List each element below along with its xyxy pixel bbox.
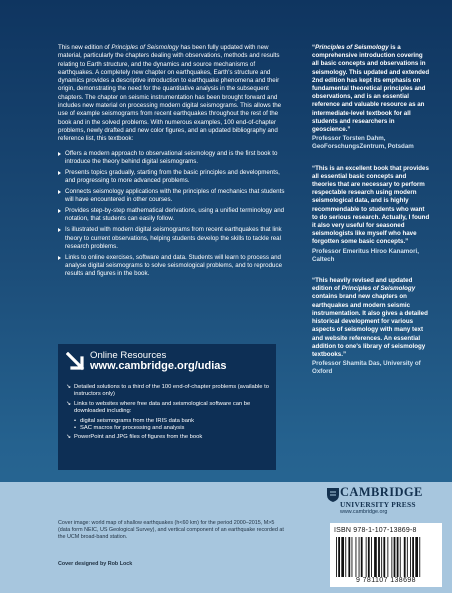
description-column bbox=[58, 44, 286, 281]
barcode-bar bbox=[348, 537, 350, 577]
barcode-bar bbox=[368, 537, 370, 577]
barcode-bar bbox=[394, 537, 396, 577]
feature-item: Connects seismology applications with the principles of mechanics that students will have encountered in other courses. bbox=[58, 188, 286, 205]
endorsement-author: Professor Shamita Das, University of Oxford bbox=[312, 360, 421, 376]
barcode-bar bbox=[356, 537, 357, 577]
barcode-bar bbox=[359, 537, 360, 577]
barcode-bar bbox=[383, 537, 385, 577]
isbn-barcode-box bbox=[330, 523, 442, 587]
barcode-bar bbox=[374, 537, 377, 577]
barcode-bar bbox=[345, 537, 346, 577]
shield-crest-icon bbox=[326, 487, 340, 503]
endorsement-quote: “This heavily revised and updated edition of Principles of Seismology contains brand new chapters on earthquakes and modern seismic instrumentation. It also gives a detailed historical development for various aspects of seismology with many text and website references. An essential addition to one's library of seismology textbooks.” Professor Shamita Das, University of Oxford bbox=[312, 277, 430, 376]
feature-item: Is illustrated with modern digital seismograms from recent earthquakes that link theory to current observations, helping students develop the skills to tackle real research problems. bbox=[58, 226, 286, 251]
barcode-bar bbox=[407, 537, 408, 577]
arrow-icon bbox=[66, 352, 86, 372]
barcode-bar bbox=[371, 537, 372, 577]
barcode-bar bbox=[341, 537, 344, 577]
feature-item: Offers a modern approach to observational seismology and is the first book to introduce the theory behind digital seismograms. bbox=[58, 150, 286, 167]
resource-subitem: • SAC macros for processing and analysis bbox=[74, 425, 272, 432]
resource-item: ↘ Detailed solutions to a third of the 100 end-of-chapter problems (available to instructors only) bbox=[66, 384, 269, 398]
resource-item: ↘ PowerPoint and JPG files of figures from the book bbox=[66, 434, 203, 441]
barcode-bar bbox=[404, 537, 406, 577]
endorsement-quote: “This is an excellent book that provides all essential basic concepts and theories that are necessary to perform respectable research using modern seismological data, and is highly recommendable to students who want to do serious research. Actually, I found it also very useful for seasoned seismologists like myself who have forgotten some basic concepts.” Professor Emeritus Hiroo Kanamori, Caltech bbox=[312, 164, 430, 263]
barcode-bar bbox=[366, 537, 367, 577]
barcode-bar bbox=[336, 537, 337, 577]
barcode-bar bbox=[397, 537, 399, 577]
barcode-bar bbox=[338, 537, 340, 577]
feature-item: Presents topics gradually, starting from the basic principles and developments, and progressing to more advanced problems. bbox=[58, 169, 286, 186]
barcode-bar bbox=[412, 537, 414, 577]
feature-item: Links to online exercises, software and data. Students will learn to process and analyse digital seismograms to solve seismological problems, and to reproduce results and figures in the book. bbox=[58, 254, 286, 279]
publisher-name-line2: UNIVERSITY PRESS bbox=[340, 500, 416, 509]
barcode-bar bbox=[391, 537, 392, 577]
feature-item: Provides step-by-step mathematical derivations, using a unified terminology and notation, that students can easily follow. bbox=[58, 207, 286, 224]
resource-subitem: • digital seismograms from the IRIS data bank bbox=[74, 418, 272, 425]
arrow-icon: ↘ bbox=[66, 384, 72, 390]
barcode-bar bbox=[400, 537, 401, 577]
publisher-url[interactable]: www.cambridge.org bbox=[340, 509, 388, 515]
endorsement-author: Professor Torsten Dahm, GeoForschungsZentrum, Potsdam bbox=[312, 135, 414, 151]
online-resources-title: Online Resources bbox=[90, 350, 167, 361]
resource-item: ↘ Links to websites where free data and seismological software can be downloaded including: bbox=[66, 400, 251, 415]
online-resources-list bbox=[66, 384, 272, 444]
publisher-name: CAMBRIDGE bbox=[340, 485, 423, 499]
barcode-icon bbox=[334, 537, 438, 577]
feature-list bbox=[58, 150, 286, 279]
online-resources-url[interactable]: www.cambridge.org/udias bbox=[90, 360, 227, 372]
barcode-digits: 9 781107 138698 bbox=[356, 577, 416, 584]
barcode-bar bbox=[352, 537, 353, 577]
barcode-bar bbox=[387, 537, 388, 577]
barcode-bar bbox=[415, 537, 418, 577]
book-title: Principles of Seismology bbox=[111, 44, 179, 51]
endorsement-quote: “Principles of Seismology is a comprehensive introduction covering all basic concepts and observations in seismology. This updated and extended 2nd edition has kept its emphasis on fundamental theoretical principles and observations, and is an essential reference and valuable resource as an intermediate-level textbook for all students and researchers in geoscience.” Professor Torsten Dahm, GeoForschungsZentrum, Potsdam bbox=[312, 44, 430, 151]
resource-sublist bbox=[66, 418, 272, 433]
online-resources-box bbox=[58, 344, 276, 470]
endorsement-author: Professor Emeritus Hiroo Kanamori, Caltech bbox=[312, 247, 419, 263]
arrow-icon: ↘ bbox=[66, 434, 72, 441]
intro-paragraph: This new edition of Principles of Seismology has been fully updated with new material, particularly the chapters dealing with observations, methods and results relating to Earth structure, and the dynamics and source mechanisms of earthquakes. A completely new chapter on earthquakes, Earth's structure and dynamics provides a descriptive introduction to earthquake phenomena and their origin, demonstrating the need for the quantitative analysis in the subsequent chapters. The chapter on seismic instrumentation has been brought forward and includes new material on processing modern digital seismograms. This allows the use of example seismograms from recent earthquakes throughout the rest of the book and in the solved problems. With numerous examples, 100 end-of-chapter problems, newly drafted and new color figures, and an updated bibliography and reference list, this textbook: bbox=[58, 44, 282, 143]
barcode-bar bbox=[361, 537, 363, 577]
cover-designer-credit: Cover designed by Rob Lock bbox=[58, 561, 133, 567]
endorsements-column bbox=[312, 44, 430, 390]
isbn-number: ISBN 978-1-107-13869-8 bbox=[334, 527, 417, 534]
barcode-bar bbox=[381, 537, 382, 577]
online-resources-header bbox=[64, 350, 274, 380]
barcode-bar bbox=[378, 537, 380, 577]
arrow-icon: ↘ bbox=[66, 400, 72, 407]
barcode-bar bbox=[410, 537, 411, 577]
cover-image-caption: Cover image: world map of shallow earthquakes (h<60 km) for the period 2000–2015, M>5 (data form NEIC, US Geological Survey), and vertical component of an earthquake recorded at the UCM broad-band station. bbox=[58, 520, 284, 541]
barcode-bar bbox=[419, 537, 420, 577]
